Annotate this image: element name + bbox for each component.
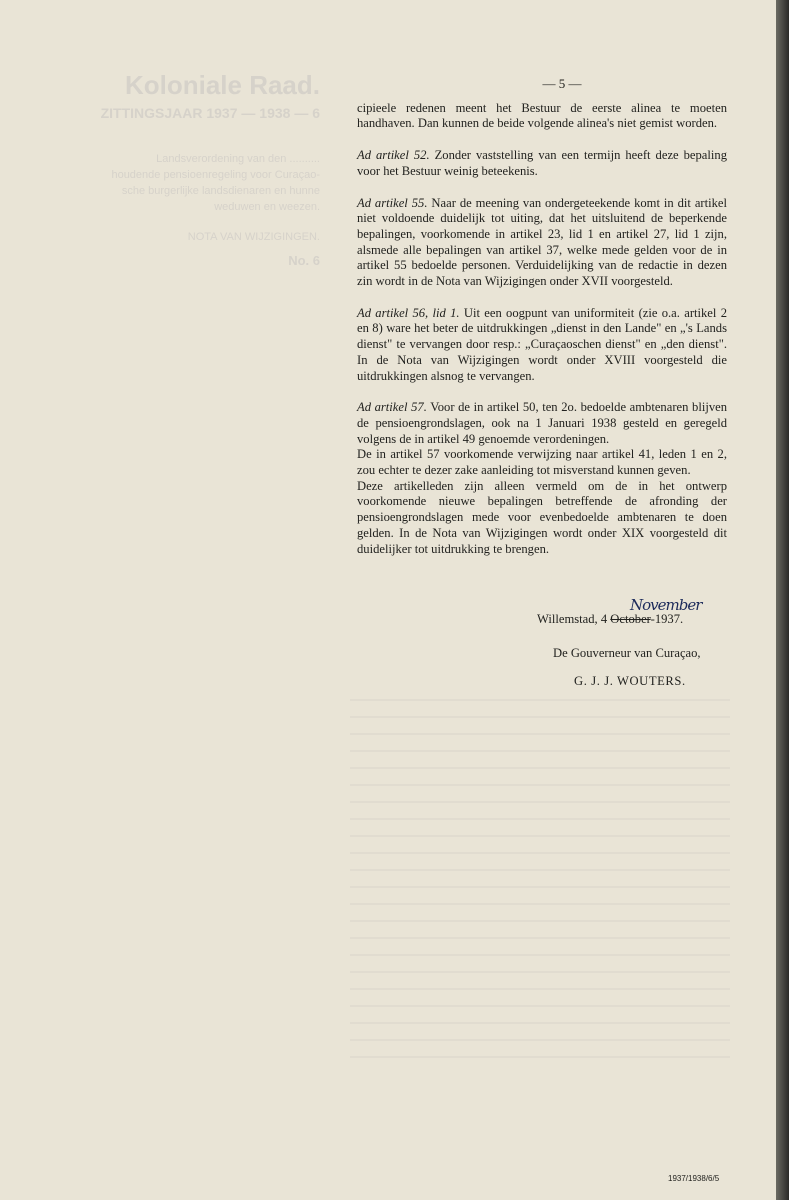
signature-title: De Gouverneur van Curaçao, (553, 646, 701, 660)
paragraph (357, 101, 727, 132)
paragraph-text: Deze artikelleden zijn alleen vermeld om de in het ontwerp voorkomende nieuwe bepalingen betreffende de afronding der pensioengrondslagen mede voor evenbedoelde ambtenaren te doen gelden. In de Nota van Wijzigingen wordt onder XIX voorgesteld dit duidelijker tot uitdrukking te brengen. (357, 478, 727, 556)
article-heading: Ad artikel 55. (357, 195, 428, 210)
page-number: — 5 — (542, 76, 582, 91)
page-edge (776, 0, 789, 1200)
paragraph (357, 148, 727, 179)
paragraph (357, 306, 727, 385)
footer-code: 1937/1938/6/5 (668, 1174, 720, 1183)
bleed-through-text (40, 70, 320, 269)
article-heading: Ad artikel 52. (357, 148, 430, 163)
handwritten-correction: November (630, 596, 702, 614)
bleed-through-lines (350, 690, 730, 1070)
paragraph-text: Naar de meening van ondergeteekende komt in dit artikel niet voldoende duidelijk tot uiting, dat het uitsluitend de beperkende bepalingen, voorkomende in artikel 23, lid 1 en artikel 27, lid 1 zijn, alsmede alle bepalingen van artikel 37, welke mede gelden voor de in artikel 55 bedoelde personen. Verduidelijking van de redactie in dezen zin wordt in de Nota van Wijzigingen onder XVII voorgesteld. (357, 195, 728, 289)
ghost-line: weduwen en weezen. (214, 201, 320, 213)
paragraph (357, 400, 727, 447)
ghost-line: Landsverordening van den .......... (156, 153, 320, 165)
paragraph (357, 196, 727, 290)
ghost-line: No. 6 (288, 253, 320, 268)
ghost-subtitle: ZITTINGSJAAR 1937 — 1938 — 6 (100, 105, 320, 121)
paragraph (357, 447, 727, 478)
paragraph-text: De in artikel 57 voorkomende verwijzing naar artikel 41, leden 1 en 2, zou echter te dezer zake aanleiding tot misverstand kunnen geven. (357, 447, 727, 478)
signature-name: G. J. J. WOUTERS. (574, 674, 686, 688)
struck-month: October (610, 612, 651, 626)
document-body (357, 76, 727, 557)
signature-place-date: Willemstad, 4 October-1937. (537, 612, 684, 626)
paragraph-text: Zonder vaststelling van een termijn heeft deze bepaling voor het Bestuur weinig beteekenis. (357, 148, 727, 178)
paragraph-text: cipieele redenen meent het Bestuur de eerste alinea te moeten handhaven. Dan kunnen de beide volgende alinea's niet gemist worden. (357, 100, 727, 131)
article-heading: Ad artikel 56, lid 1. (357, 305, 460, 320)
paragraph-text: Voor de in artikel 50, ten 2o. bedoelde ambtenaren blijven de pensioengrondslagen, ook na 1 Januari 1938 gesteld en geregeld volgens de in artikel 49 genoemde verordeningen. (357, 400, 728, 446)
ghost-line: houdende pensioenregeling voor Curaçao- (111, 169, 320, 181)
paragraph (357, 479, 727, 558)
ghost-title: Koloniale Raad. (124, 70, 320, 100)
place-date-prefix: Willemstad, 4 (537, 612, 611, 626)
ghost-line: sche burgerlijke landsdienaren en hunne (121, 185, 320, 197)
ghost-line: NOTA VAN WIJZIGINGEN. (187, 231, 320, 243)
paragraph-text: Uit een oogpunt van uniformiteit (zie o.a. artikel 2 en 8) ware het beter de uitdrukkingen „dienst in den Lande" en „'s Lands dienst" te vervangen door resp.: „Curaçaoschen dienst" en „den dienst". In de Nota van Wijzigingen wordt onder XVIII voorgesteld die uitdrukkingen alsnog te vervangen. (357, 305, 727, 383)
signature-year: 1937. (654, 612, 684, 626)
ghost-lines (40, 151, 320, 269)
article-heading: Ad artikel 57. (357, 400, 427, 415)
